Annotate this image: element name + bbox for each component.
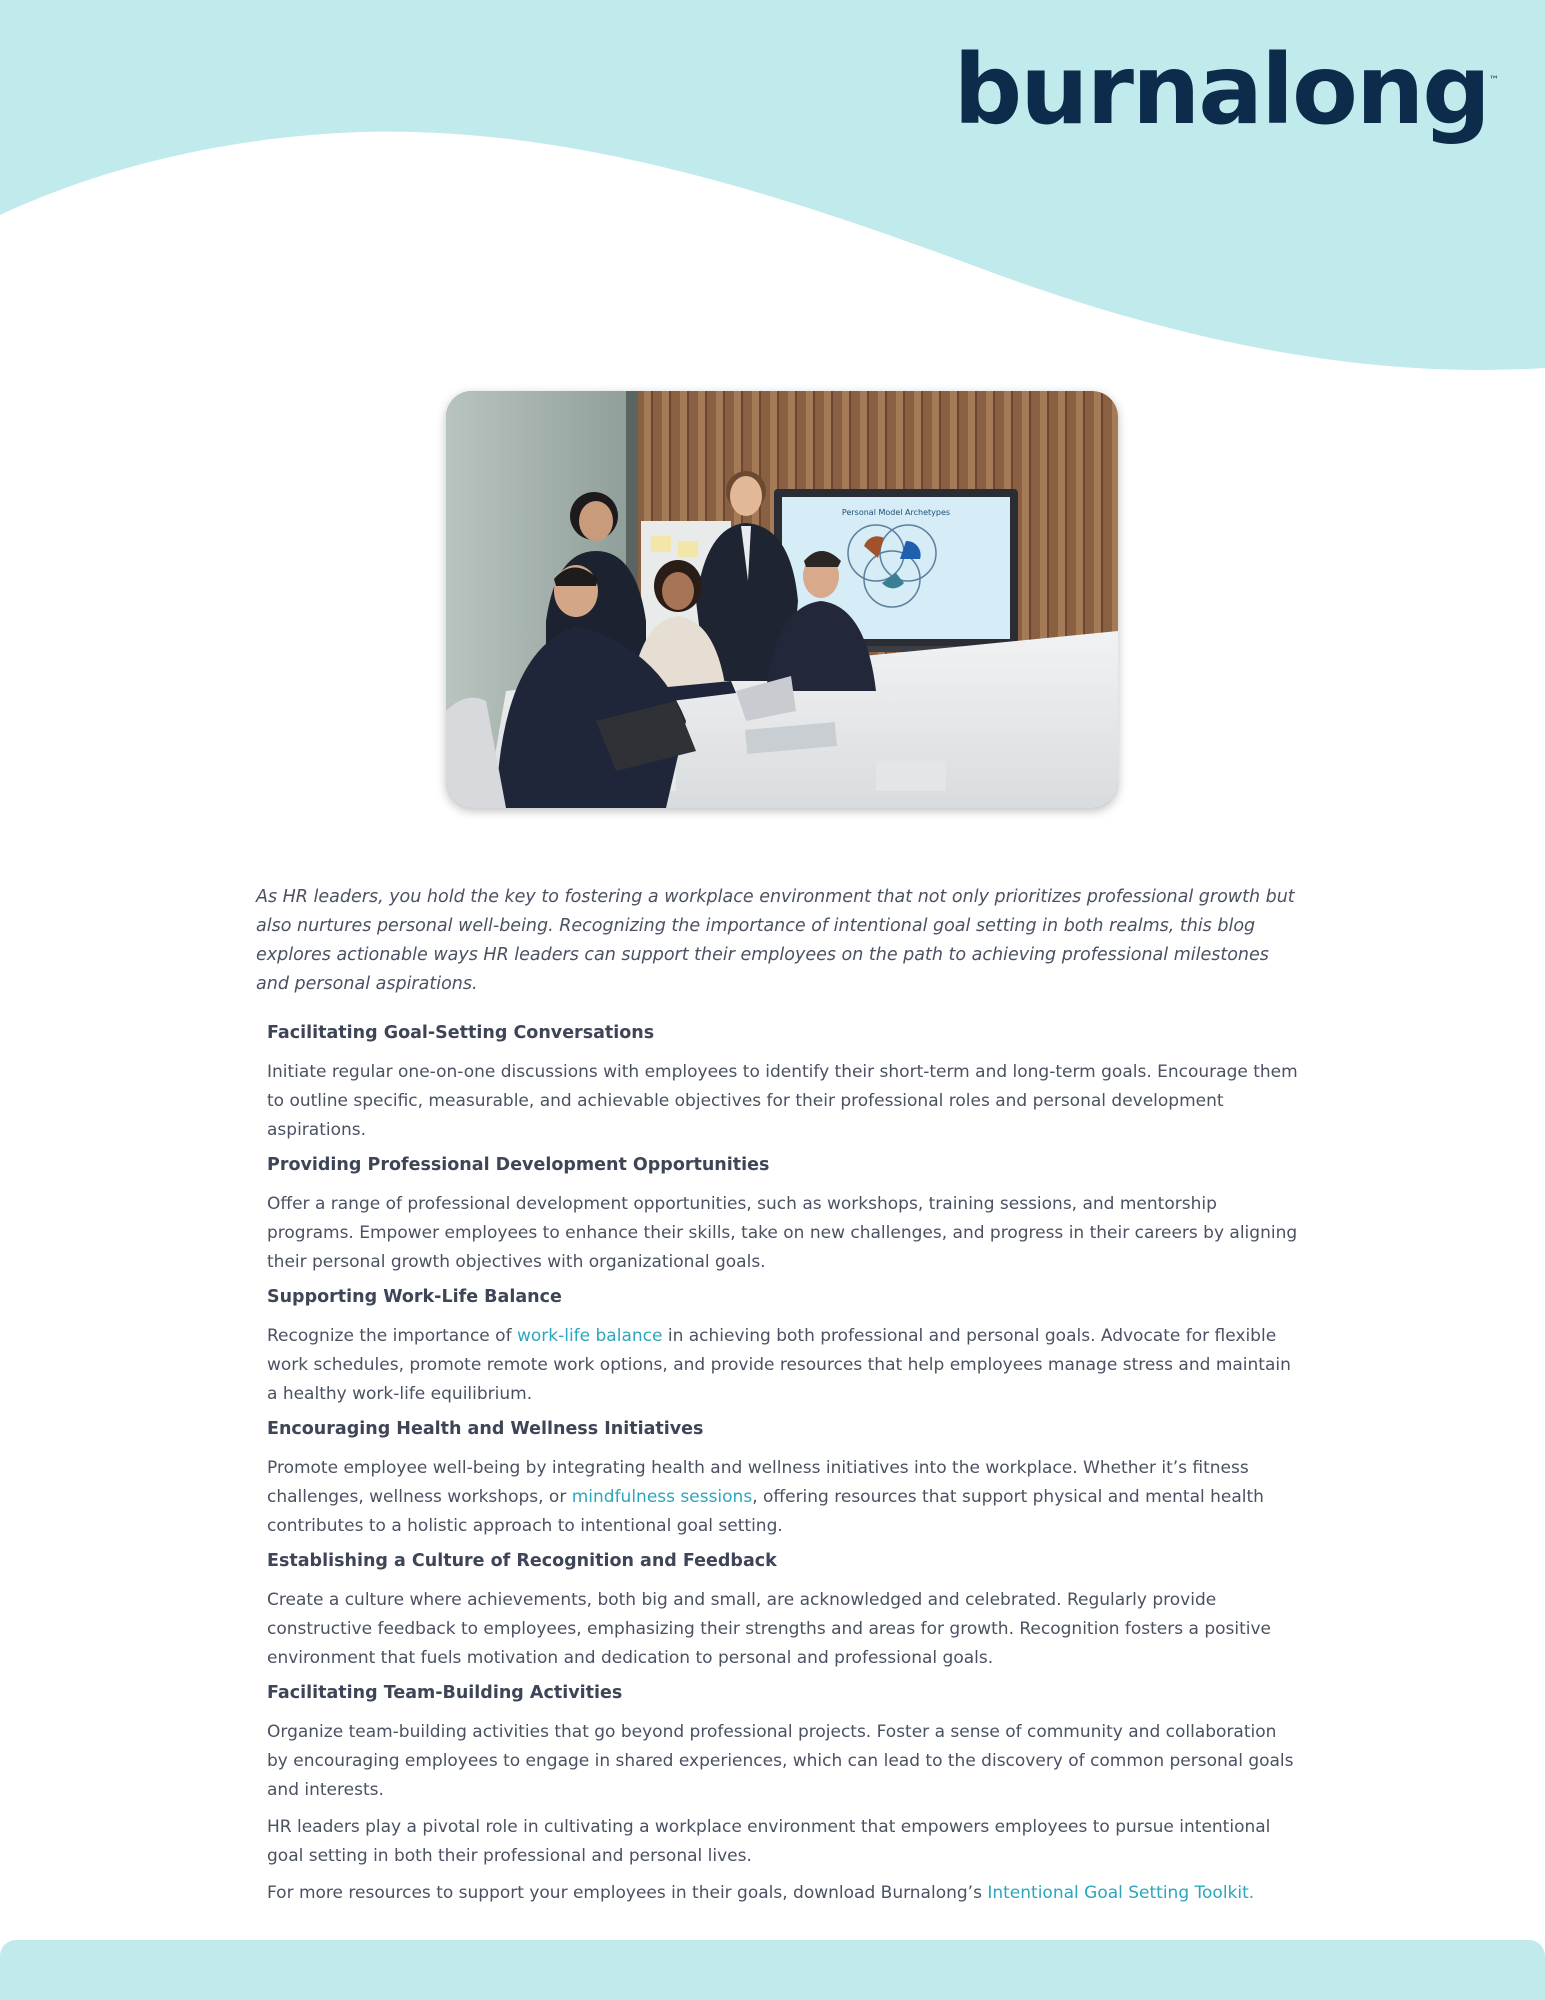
tv-screen-title: Personal Model Archetypes bbox=[841, 508, 951, 517]
section-body bbox=[267, 1322, 1302, 1409]
section-work-life-balance bbox=[267, 1285, 1302, 1409]
section-heading: Establishing a Culture of Recognition and Feedback bbox=[267, 1551, 777, 1571]
section-recognition-feedback bbox=[267, 1549, 1302, 1673]
goal-setting-toolkit-link[interactable]: Intentional Goal Setting Toolkit. bbox=[987, 1883, 1255, 1903]
body-text: Recognize the importance of bbox=[267, 1326, 517, 1346]
logo-wordmark: burnalong bbox=[953, 34, 1489, 146]
section-heading: Providing Professional Development Opportunities bbox=[267, 1155, 770, 1175]
body-text: , offering resources that support physical and mental health contributes to a holistic approach to intentional goal setting. bbox=[267, 1487, 1264, 1536]
section-body: Create a culture where achievements, both big and small, are acknowledged and celebrated. Regularly provide constructive feedback to employees, emphasizing their strengths and areas for growth. Recognition fosters a positive environment that fuels motivation and dedication to personal and professional goals. bbox=[267, 1590, 1272, 1668]
section-body bbox=[267, 1454, 1302, 1541]
body-text: in achieving both professional and personal goals. Advocate for flexible work schedules, promote remote work options, and provide resources that help employees manage stress and maintain a healthy work-life equilibrium. bbox=[267, 1326, 1291, 1404]
section-body: Initiate regular one-on-one discussions with employees to identify their short-term and long-term goals. Encourage them to outline specific, measurable, and achievable objectives for their professional roles and personal development aspirations. bbox=[267, 1062, 1298, 1140]
intro-paragraph: As HR leaders, you hold the key to fostering a workplace environment that not only prioritizes professional growth but also nurtures personal well-being. Recognizing the importance of intentional goal setting in both realms, this blog explores actionable ways HR leaders can support their employees on the path to achieving professional milestones and personal aspirations. bbox=[256, 887, 1295, 994]
section-heading: Facilitating Goal-Setting Conversations bbox=[267, 1023, 655, 1043]
section-body: Offer a range of professional development opportunities, such as workshops, training sessions, and mentorship programs. Empower employees to enhance their skills, take on new challenges, and progress in their careers by aligning their personal growth objectives with organizational goals. bbox=[267, 1194, 1298, 1272]
section-team-building bbox=[267, 1681, 1302, 1908]
article-body bbox=[256, 883, 1296, 1916]
section-professional-development bbox=[267, 1153, 1302, 1277]
section-heading: Supporting Work-Life Balance bbox=[267, 1287, 562, 1307]
section-heading: Facilitating Team-Building Activities bbox=[267, 1683, 623, 1703]
section-goal-setting bbox=[267, 1021, 1302, 1145]
footer-bar bbox=[0, 1940, 1545, 2000]
meeting-photo-illustration bbox=[446, 391, 1118, 808]
trademark-mark: ™ bbox=[1489, 75, 1497, 86]
burnalong-logo[interactable] bbox=[953, 34, 1497, 146]
body-text: Promote employee well-being by integrating health and wellness initiatives into the workplace. Whether it’s fitness challenges, wellness workshops, or bbox=[267, 1458, 1249, 1507]
cta-text: For more resources to support your employees in their goals, download Burnalong’s bbox=[267, 1883, 988, 1903]
section-heading: Encouraging Health and Wellness Initiatives bbox=[267, 1419, 704, 1439]
closing-paragraph: HR leaders play a pivotal role in cultivating a workplace environment that empowers employees to pursue intentional goal setting in both their professional and personal lives. bbox=[267, 1817, 1271, 1866]
section-body: Organize team-building activities that go beyond professional projects. Foster a sense of community and collaboration by encouraging employees to engage in shared experiences, which can lead to the discovery of common personal goals and interests. bbox=[267, 1722, 1294, 1800]
section-health-wellness bbox=[267, 1417, 1302, 1541]
cta-paragraph bbox=[267, 1879, 1302, 1908]
hero-photo bbox=[446, 391, 1118, 808]
mindfulness-sessions-link[interactable]: mindfulness sessions bbox=[571, 1487, 753, 1507]
work-life-balance-link[interactable]: work-life balance bbox=[516, 1326, 663, 1346]
